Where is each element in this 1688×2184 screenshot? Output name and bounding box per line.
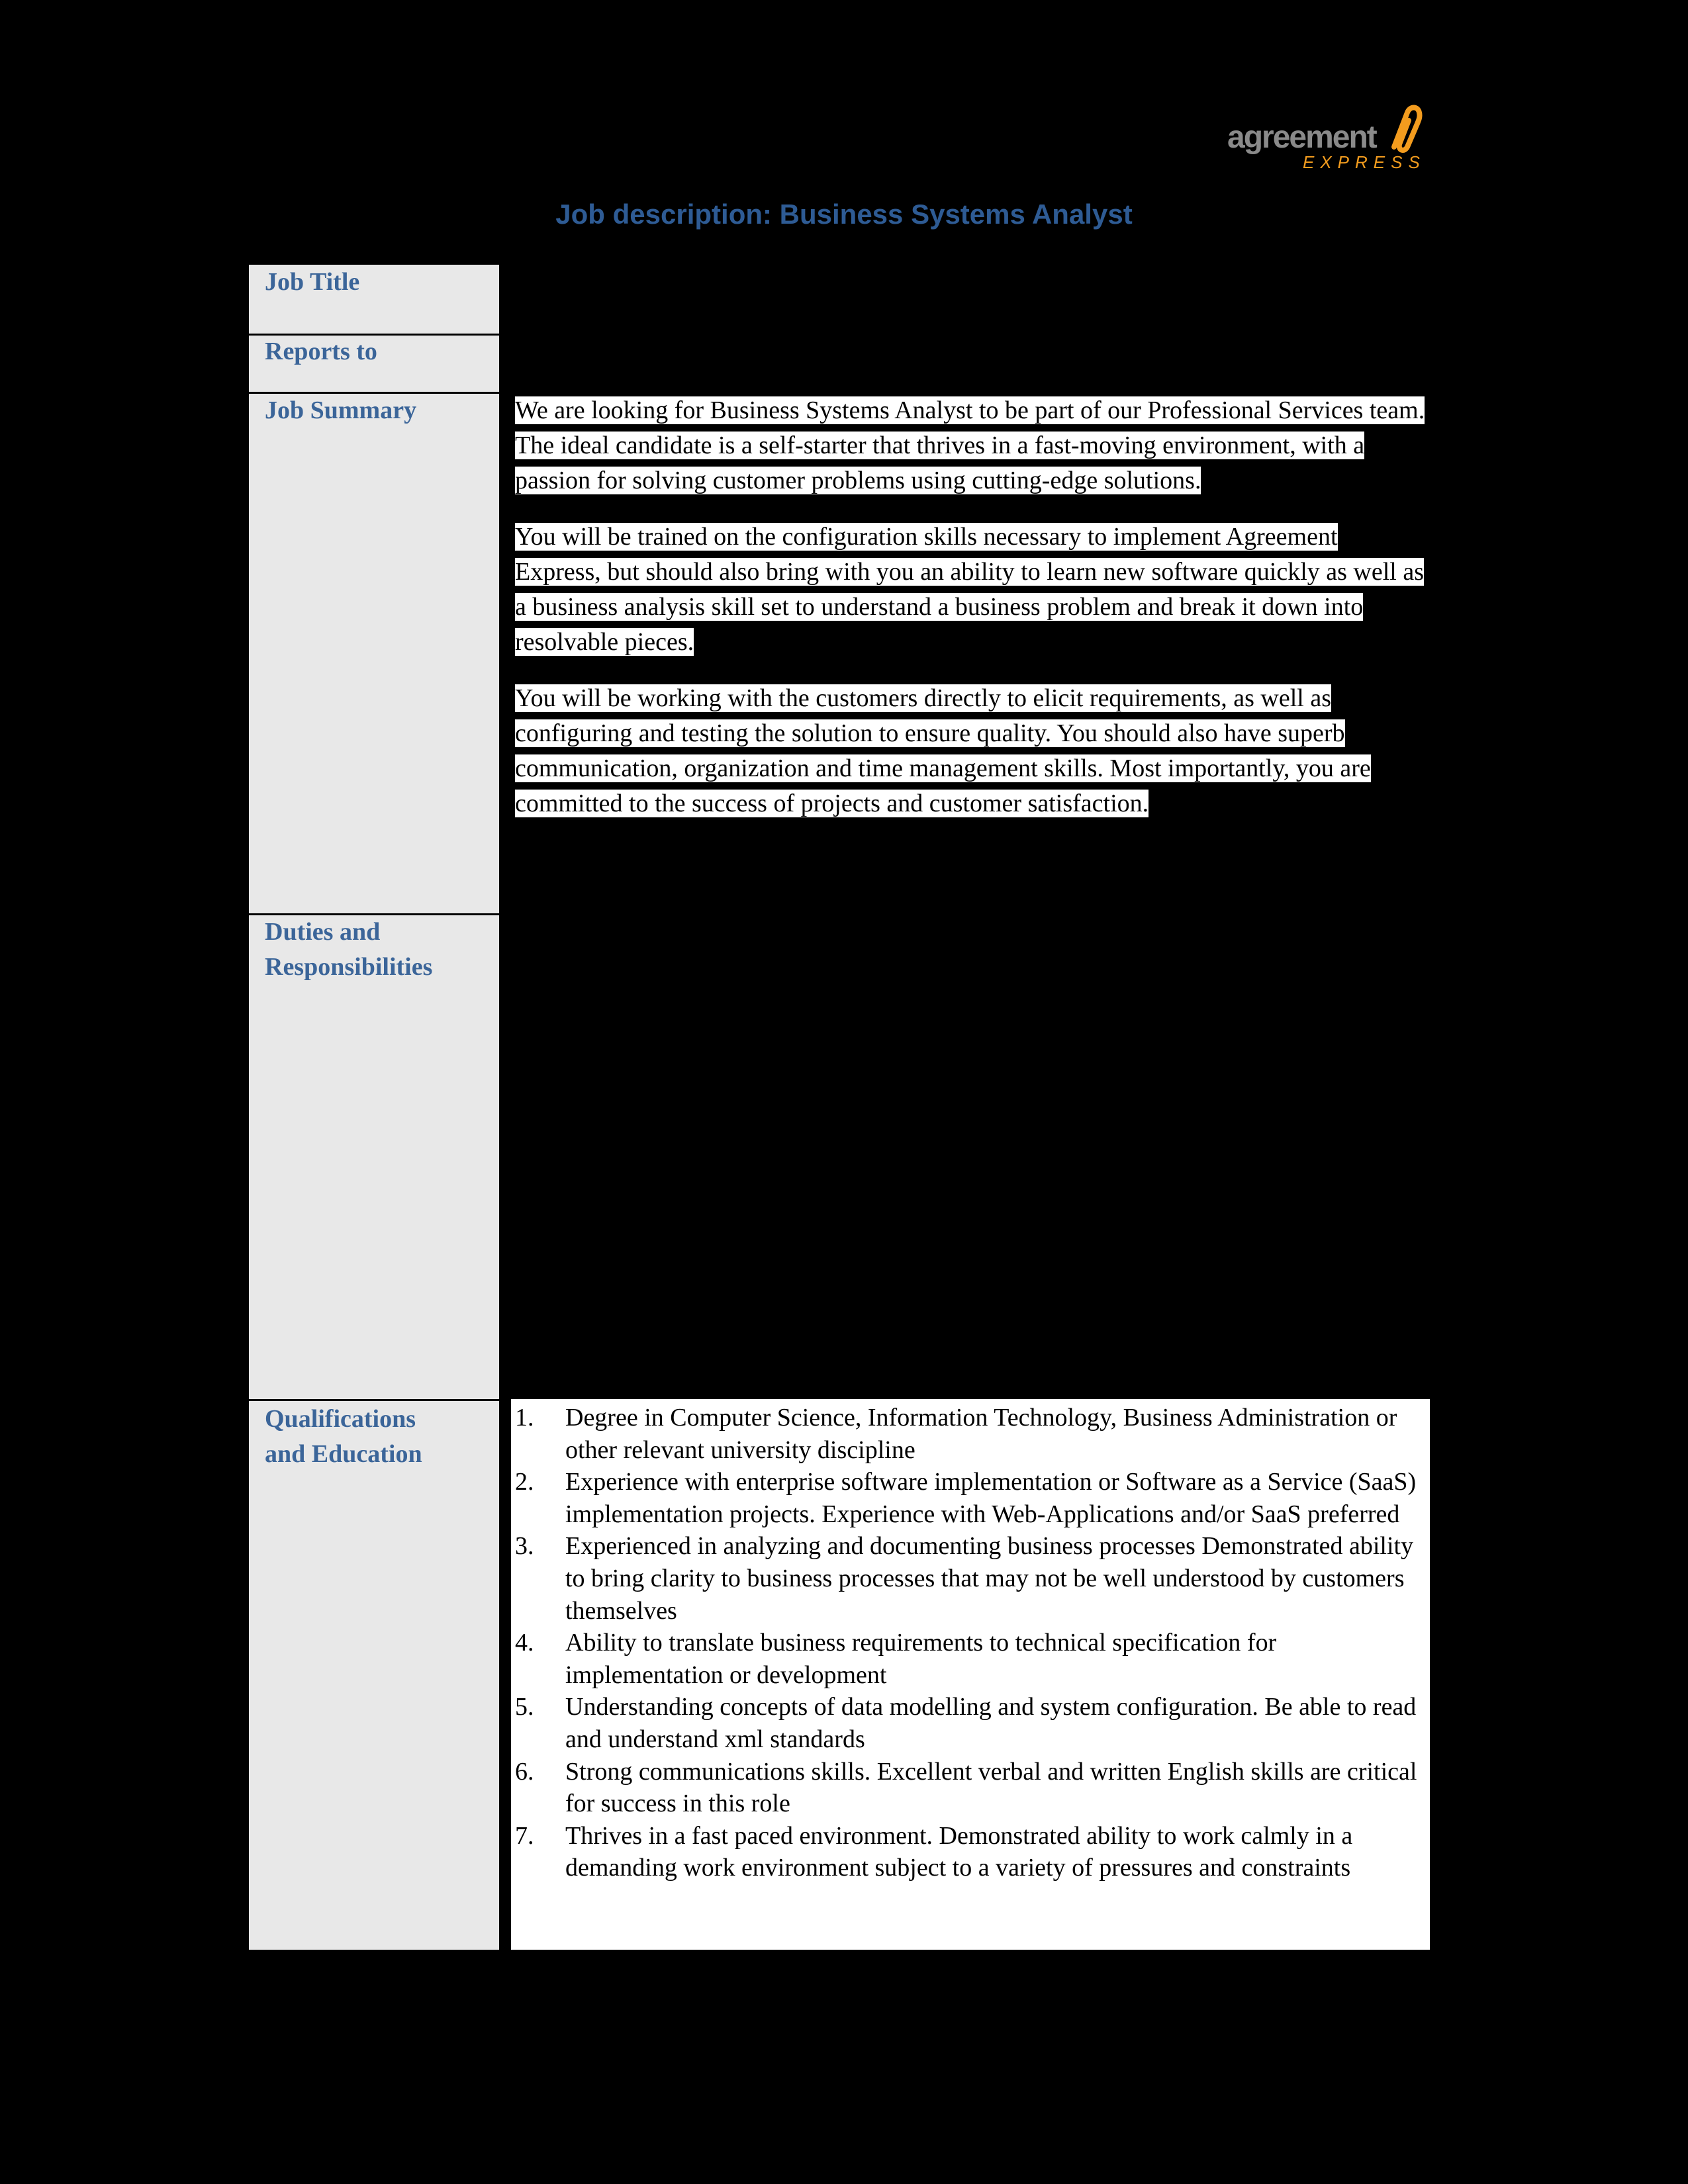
list-number: 4. (515, 1629, 534, 1657)
label-duties-line-1: Duties and (265, 918, 381, 946)
list-item-text: Experience with enterprise software implementation or Software as a Service (SaaS) implementation projects. Experience with Web-Applications and/or SaaS preferred (565, 1468, 1417, 1528)
company-logo (1225, 99, 1436, 172)
list-item-text: Understanding concepts of data modelling and system configuration. Be able to read and understand xml standards (565, 1693, 1417, 1753)
label-job-summary: Job Summary (265, 396, 417, 424)
label-reports-to: Reports to (265, 338, 377, 365)
label-column (249, 265, 499, 1950)
label-job-title: Job Title (265, 268, 360, 296)
list-item (515, 1691, 1429, 1755)
list-item-text: Ability to translate business requirements to technical specification for implementation or development (565, 1629, 1277, 1689)
list-item-text: Strong communications skills. Excellent verbal and written English skills are critical for success in this role (565, 1757, 1417, 1818)
label-qualifications-line-2: and Education (265, 1440, 422, 1468)
list-number: 6. (515, 1757, 534, 1786)
list-number: 1. (515, 1404, 534, 1432)
list-number: 3. (515, 1532, 534, 1561)
list-item (515, 1402, 1429, 1466)
list-number: 7. (515, 1821, 534, 1850)
list-item (515, 1627, 1429, 1691)
list-item-text: Experienced in analyzing and documenting business processes Demonstrated ability to bring clarity to business processes that may not be well understood by customers themselves (565, 1532, 1414, 1625)
row-divider (249, 1399, 499, 1401)
label-qualifications-line-1: Qualifications (265, 1405, 416, 1433)
label-duties-line-2: Responsibilities (265, 953, 433, 981)
list-number: 2. (515, 1468, 534, 1496)
label-duties (265, 915, 432, 985)
job-summary (515, 393, 1429, 842)
paperclip-icon (1381, 101, 1427, 154)
list-item (515, 1530, 1429, 1627)
summary-paragraph-1-text: We are looking for Business Systems Analyst to be part of our Professional Services team. The ideal candidate is a self-starter that thrives in a fast-moving environment, with a passion for solving customer problems using cutting-edge solutions. (515, 396, 1425, 494)
list-item (515, 1820, 1429, 1884)
summary-paragraph (515, 681, 1429, 821)
qualifications-list (515, 1402, 1429, 1884)
logo-subtitle: EXPRESS (1303, 152, 1426, 172)
list-number: 5. (515, 1693, 534, 1721)
page-title: Job description: Business Systems Analyst (555, 199, 1133, 230)
summary-paragraph (515, 520, 1429, 660)
summary-paragraph-3-text: You will be working with the customers directly to elicit requirements, as well as configuring and testing the solution to ensure quality. You should also have superb communication, organization and time management skills. Most importantly, you are committed to the success of projects and customer satisfaction. (515, 684, 1371, 817)
list-item-text: Degree in Computer Science, Information Technology, Business Administration or other relevant university discipline (565, 1404, 1397, 1464)
summary-paragraph-2-text: You will be trained on the configuration skills necessary to implement Agreement Express, but should also bring with you an ability to learn new software quickly as well as a business analysis skill set to understand a business problem and break it down into resolvable pieces. (515, 523, 1425, 656)
summary-paragraph (515, 393, 1429, 498)
logo-wordmark: agreement (1227, 120, 1376, 155)
list-item (515, 1756, 1429, 1820)
list-item-text: Thrives in a fast paced environment. Demonstrated ability to work calmly in a demanding work environment subject to a variety of pressures and constraints (565, 1821, 1353, 1882)
label-qualifications (265, 1402, 422, 1472)
list-item (515, 1466, 1429, 1530)
